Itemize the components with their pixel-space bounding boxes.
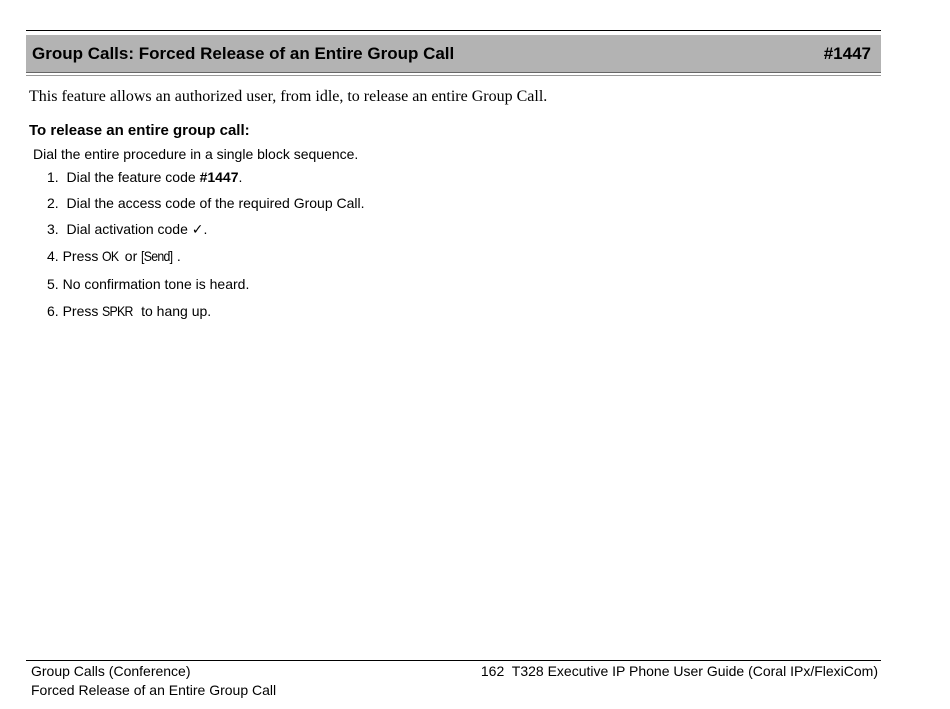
title-bar	[26, 35, 881, 73]
footer-rule	[26, 660, 881, 661]
feature-code: #1447	[823, 44, 871, 63]
page-number: 162	[480, 663, 505, 679]
divider	[26, 75, 881, 76]
footer-guide	[481, 663, 878, 679]
intro-paragraph: This feature allows an authorized user, from idle, to release an entire Group Call.	[29, 88, 548, 105]
step-2: 2. Dial the access code of the required Group Call.	[47, 195, 365, 211]
step-1: 1. Dial the feature code #1447.	[47, 169, 243, 185]
send-key-label: [Send]	[141, 248, 173, 264]
ok-key-label: OK	[102, 248, 119, 264]
page-title: Group Calls: Forced Release of an Entire Group Call	[32, 44, 455, 63]
step-5: 5. No confirmation tone is heard.	[47, 276, 250, 292]
step-number: 3.	[47, 221, 59, 237]
guide-title: T328 Executive IP Phone User Guide (Coral IPx/FlexiCom)	[511, 663, 878, 679]
step-number: 5.	[47, 276, 59, 292]
procedure-instruction: Dial the entire procedure in a single block sequence.	[33, 146, 359, 162]
spkr-key-label: SPKR	[102, 303, 134, 319]
step-3: 3. Dial activation code ✓.	[47, 221, 208, 237]
step-4: 4. Press OK or [Send] .	[47, 248, 181, 264]
footer-topic: Forced Release of an Entire Group Call	[31, 682, 277, 698]
step-6: 6. Press SPKR to hang up.	[47, 303, 212, 319]
step-number: 1.	[47, 169, 59, 185]
step-number: 6.	[47, 303, 59, 319]
step-number: 4.	[47, 248, 59, 264]
feature-code-inline: #1447	[199, 169, 239, 185]
procedure-heading: To release an entire group call:	[29, 122, 250, 139]
footer-section: Group Calls (Conference)	[31, 663, 191, 679]
step-number: 2.	[47, 195, 59, 211]
top-rule	[26, 30, 881, 31]
